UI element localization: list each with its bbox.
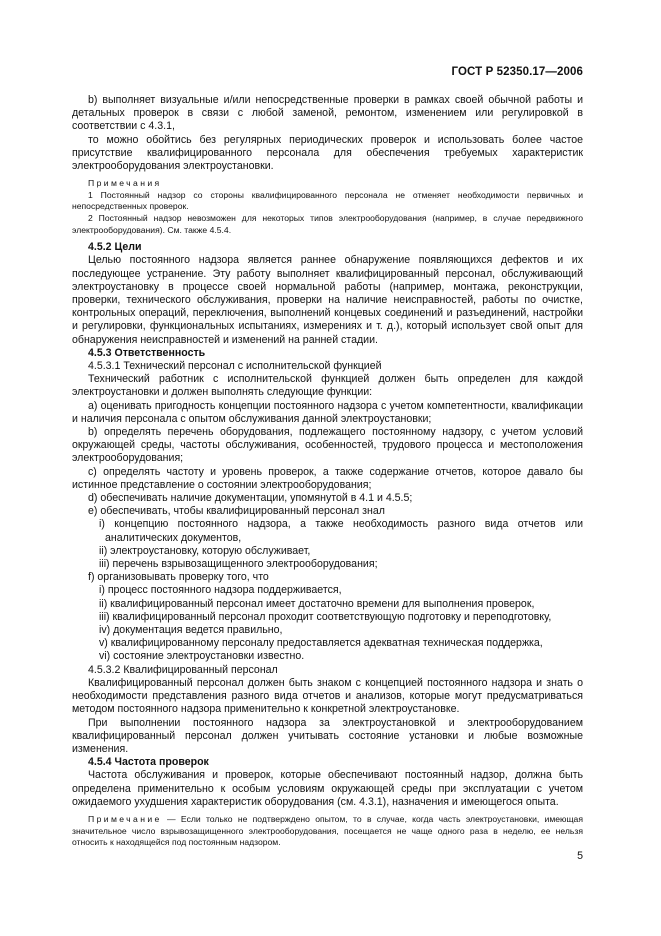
paragraph: Технический работник с исполнительской функцией должен быть определен для каждой электроустановки и должен выполнять следующие функции: (72, 373, 583, 399)
document-body (72, 94, 583, 849)
section-heading-4-5-4: 4.5.4 Частота проверок (88, 756, 209, 769)
list-item-a: a) оценивать пригодность концепции постоянного надзора с учетом компетентности, квалификации и наличия персонала с опытом обслуживания данной электроустановки; (72, 399, 583, 425)
sub-list-item: ii) квалифицированный персонал имеет достаточно времени для выполнения проверок, (99, 597, 535, 610)
sub-list-item: iii) квалифицированный персонал проходит соответствующую подготовку и переподготовку, (99, 610, 552, 623)
subsection-heading-4-5-3-1: 4.5.3.1 Технический персонал с исполнительской функцией (88, 360, 382, 373)
sub-list-item: v) квалифицированному персоналу предоставляется адекватная техническая поддержка, (99, 637, 543, 650)
sub-list-item: i) процесс постоянного надзора поддерживается, (99, 584, 342, 597)
list-item-e: e) обеспечивать, чтобы квалифицированный персонал знал (88, 505, 385, 518)
sub-list-item: vi) состояние электроустановки известно. (99, 650, 305, 663)
list-item-d: d) обеспечивать наличие документации, упомянутой в 4.1 и 4.5.5; (88, 492, 413, 505)
paragraph: Квалифицированный персонал должен быть знаком с концепцией постоянного надзора и знать о необходимости представления разного вида отчетов и анализов, которые могут предусматриваться методом постоянного надзора применительно к конкретной электроустановке. (72, 676, 583, 716)
note-2: 2 Постоянный надзор невозможен для некоторых типов электрооборудования (например, в случае передвижного электрооборудования). См. также 4.5.4. (72, 213, 583, 235)
section-heading-4-5-2: 4.5.2 Цели (88, 241, 142, 254)
final-note (72, 814, 583, 849)
sub-list-item: iii) перечень взрывозащищенного электрооборудования; (99, 558, 378, 571)
subsection-heading-4-5-3-2: 4.5.3.2 Квалифицированный персонал (88, 663, 278, 676)
final-note-text: — Если только не подтверждено опытом, то в случае, когда часть электроустановки, имеющая значительное число взрывозащищенного электрооборудования, посещается не чаще одного раза в неделю, ее нельзя относить к находящейся под постоянным надзором. (72, 813, 583, 848)
sub-list-item: i) концепцию постоянного надзора, а также необходимость разного вида отчетов или аналитических документов, (99, 518, 583, 544)
sub-list-item: iv) документация ведется правильно, (99, 624, 283, 637)
document-code-header: ГОСТ Р 52350.17—2006 (451, 66, 583, 78)
list-item-b: b) определять перечень оборудования, подлежащего постоянному надзору, с учетом условий окружающей среды, частоты обслуживания, особенностей, трудового процесса и местоположения электрооборудования; (72, 426, 583, 465)
notes-heading: Примечания (88, 178, 162, 189)
list-item-f: f) организовывать проверку того, что (88, 571, 269, 584)
section-heading-4-5-3: 4.5.3 Ответственность (88, 346, 206, 359)
paragraph: Частота обслуживания и проверок, которые обеспечивают постоянный надзор, должна быть определена применительно к особым условиям окружающей среды при эксплуатации с учетом ожидаемого ухудшения характеристик оборудования (см. 4.3.1), назначения и имеющегося опыта. (72, 769, 583, 808)
paragraph: то можно обойтись без регулярных периодических проверок и использовать более частое присутствие квалифицированного персонала для обеспечения требуемых характеристик электрооборудования электроустановки. (72, 133, 583, 173)
final-note-label: Примечание (88, 813, 162, 824)
note-1: 1 Постоянный надзор со стороны квалифицированного персонала не отменяет необходимости первичных и непосредственных проверок. (72, 189, 583, 212)
sub-list-item: ii) электроустановку, которую обслуживает, (99, 544, 311, 557)
list-item-c: c) определять частоту и уровень проверок, а также содержание отчетов, которое давало бы истинное представление о состоянии электрооборудования; (72, 465, 583, 491)
paragraph: При выполнении постоянного надзора за электроустановкой и электрооборудованием квалифицированный персонал должен учитывать состояние установки и любые возможные изменения. (72, 716, 583, 755)
paragraph: Целью постоянного надзора является раннее обнаружение появляющихся дефектов и их последующее устранение. Эту работу выполняет квалифицированный персонал, обслуживающий электроустановку в процессе своей нормальной работы (например, монтажа, реконструкции, проверки, технического обслуживания, проверки на наличие неисправностей, работы по очистке, контрольных операций, переключения, выполнений концевых соединений и разъединений, настройки и регулировки, функциональных испытаниях, измерениях и т. д.), который использует свой опыт для обнаружения неисправностей и изменений на ранней стадии. (72, 254, 583, 346)
list-item-b: b) выполняет визуальные и/или непосредственные проверки в рамках своей обычной работы и детальных проверок в связи с любой заменой, ремонтом, изменением или регулировкой в соответствии с 4.3.1, (72, 94, 583, 133)
page-number: 5 (577, 850, 583, 862)
